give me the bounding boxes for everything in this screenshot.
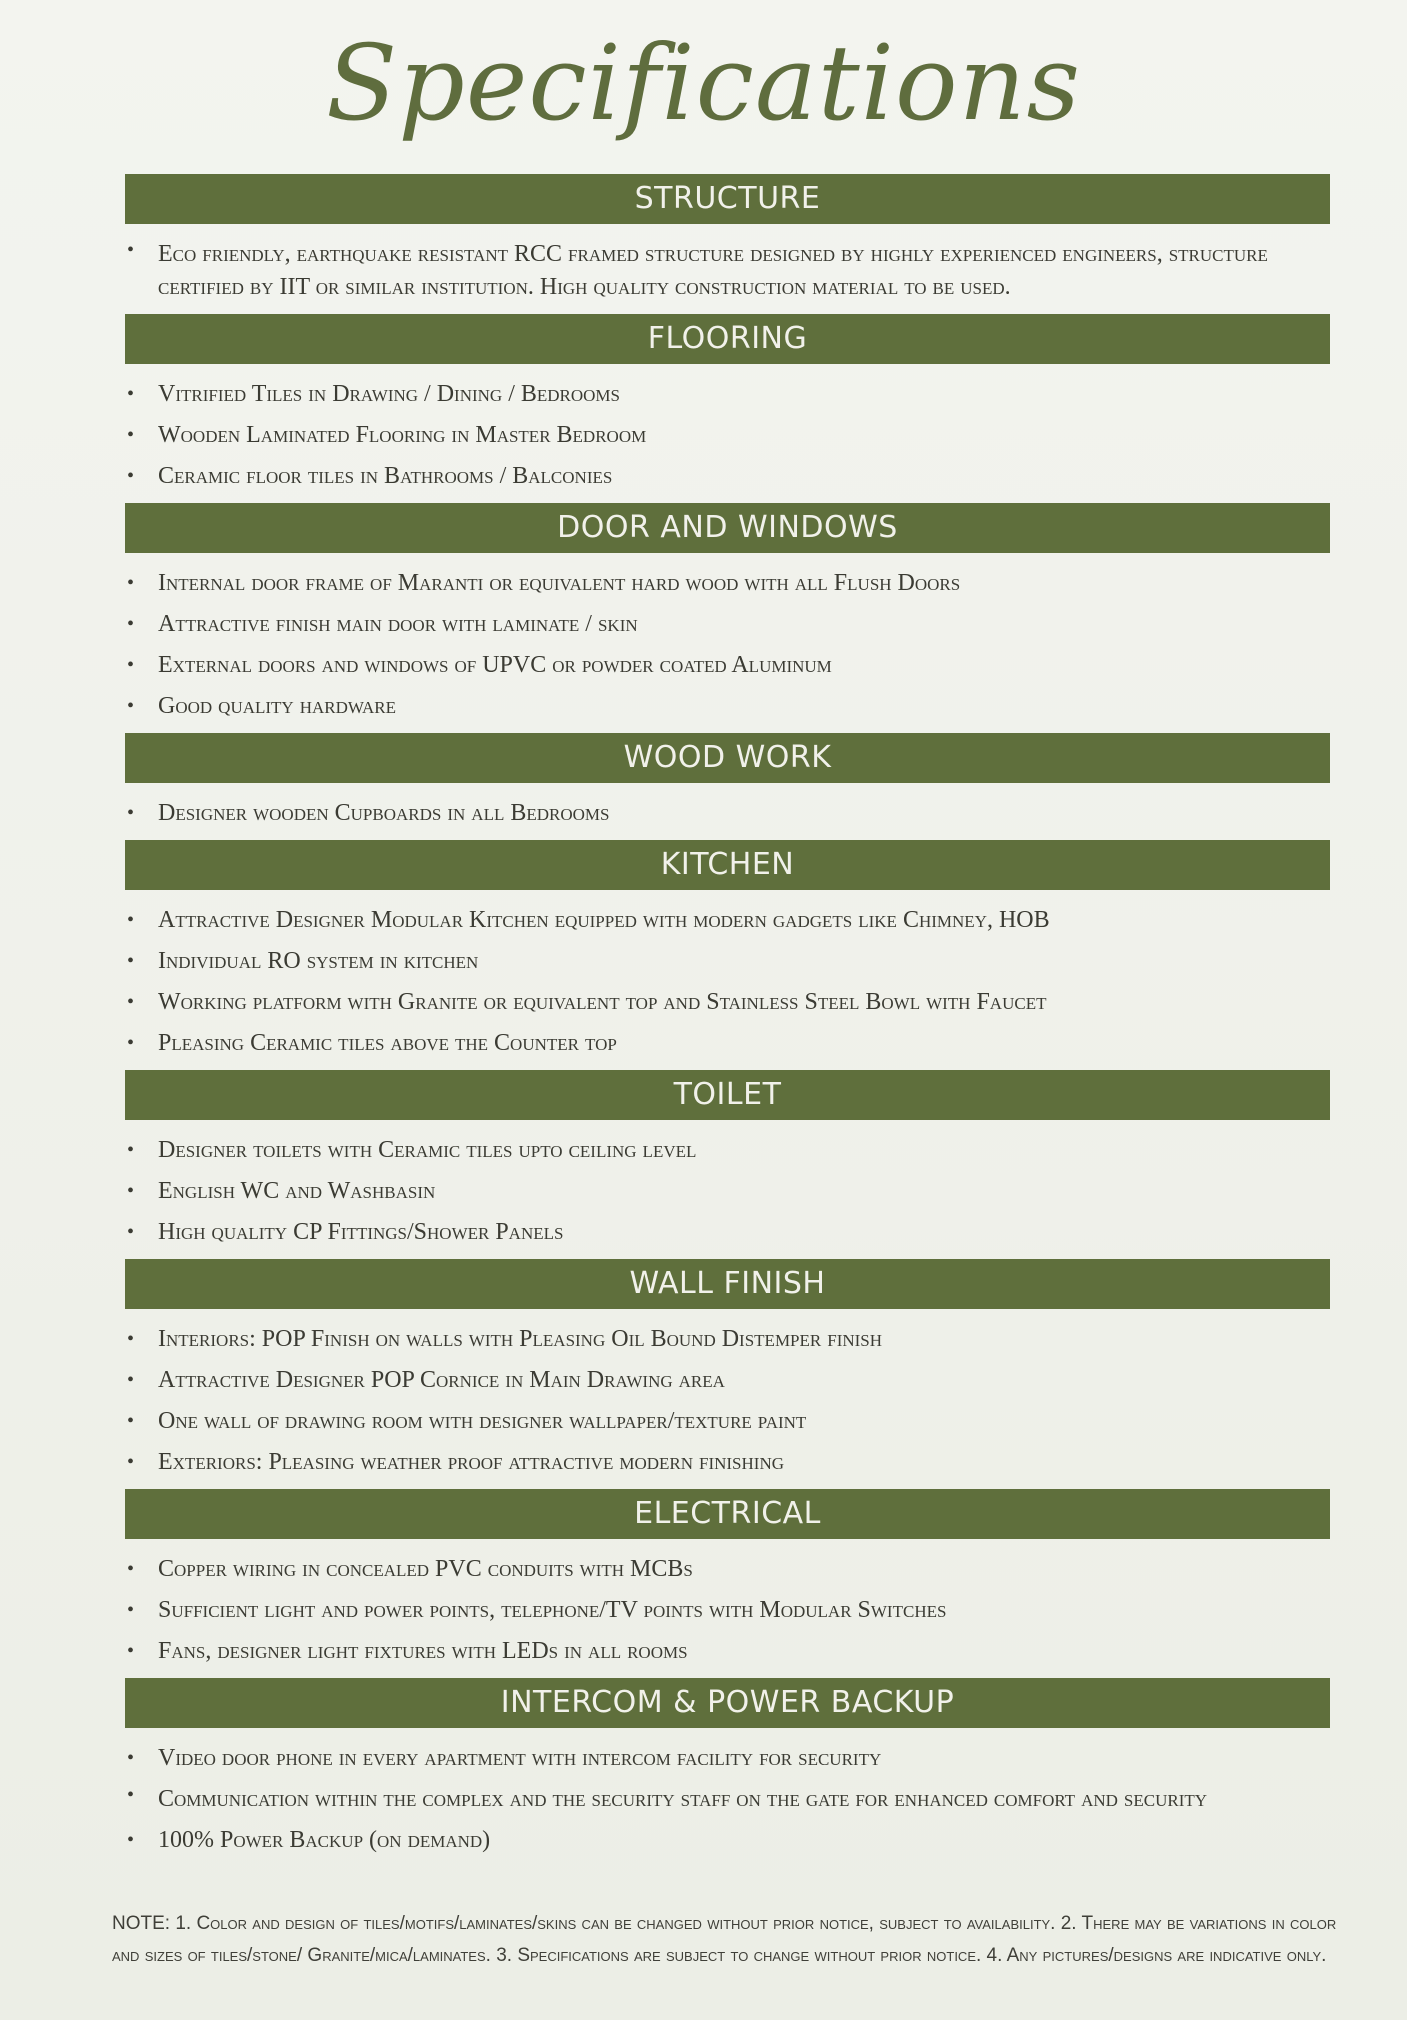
section-wood-work: [125, 733, 1330, 840]
item-list: [125, 890, 1330, 1070]
list-item: • Internal door frame of Maranti or equivalent hard wood with all Flush Doors: [125, 563, 1330, 604]
item-list: [125, 224, 1330, 314]
list-item: • Fans, designer light fixtures with LEDs in all rooms: [125, 1631, 1330, 1672]
section-heading: STRUCTURE: [125, 174, 1330, 224]
list-item: • Eco friendly, earthquake resistant RCC framed structure designed by highly experienced engineers, structure certified by IIT or similar institution. High quality construction material to be used.: [125, 234, 1330, 308]
item-list: [125, 783, 1330, 840]
list-item: • High quality CP Fittings/Shower Panels: [125, 1212, 1330, 1253]
section-heading: INTERCOM & POWER BACKUP: [125, 1678, 1330, 1728]
section-heading: TOILET: [125, 1070, 1330, 1120]
list-item: • Pleasing Ceramic tiles above the Counter top: [125, 1023, 1330, 1064]
section-wall-finish: [125, 1259, 1330, 1489]
section-heading: ELECTRICAL: [125, 1489, 1330, 1539]
item-list: [125, 364, 1330, 503]
section-heading: FLOORING: [125, 314, 1330, 364]
list-item: • Interiors: POP Finish on walls with Pleasing Oil Bound Distemper finish: [125, 1319, 1330, 1360]
specifications-list: [125, 174, 1330, 1867]
section-electrical: [125, 1489, 1330, 1678]
list-item: • External doors and windows of UPVC or powder coated Aluminum: [125, 645, 1330, 686]
section-structure: [125, 174, 1330, 314]
section-kitchen: [125, 840, 1330, 1070]
list-item: • Copper wiring in concealed PVC conduits with MCBs: [125, 1549, 1330, 1590]
item-list: [125, 553, 1330, 733]
footnote: NOTE: 1. Color and design of tiles/motifs/laminates/skins can be changed without prior notice, subject to availability. 2. There may be variations in color and sizes of tiles/stone/ Granite/mica/laminates. 3. Specifications are subject to change without prior notice. 4. Any pictures/designs are indicative only.: [112, 1913, 1337, 1966]
list-item: • Sufficient light and power points, telephone/TV points with Modular Switches: [125, 1590, 1330, 1631]
list-item: • Designer wooden Cupboards in all Bedrooms: [125, 793, 1330, 834]
list-item: • English WC and Washbasin: [125, 1171, 1330, 1212]
section-door-and-windows: [125, 503, 1330, 733]
section-intercom-power-backup: [125, 1678, 1330, 1867]
item-list: [125, 1309, 1330, 1489]
page-title: Specifications: [326, 22, 1081, 144]
list-item: • Wooden Laminated Flooring in Master Bedroom: [125, 415, 1330, 456]
section-flooring: [125, 314, 1330, 503]
item-list: [125, 1120, 1330, 1259]
list-item: • Communication within the complex and the security staff on the gate for enhanced comfort and security: [125, 1779, 1330, 1820]
list-item: • Attractive Designer Modular Kitchen equipped with modern gadgets like Chimney, HOB: [125, 900, 1330, 941]
list-item: • One wall of drawing room with designer wallpaper/texture paint: [125, 1401, 1330, 1442]
item-list: [125, 1728, 1330, 1867]
list-item: • Vitrified Tiles in Drawing / Dining / Bedrooms: [125, 374, 1330, 415]
list-item: • Designer toilets with Ceramic tiles upto ceiling level: [125, 1130, 1330, 1171]
section-heading: WALL FINISH: [125, 1259, 1330, 1309]
section-heading: DOOR AND WINDOWS: [125, 503, 1330, 553]
list-item: • Good quality hardware: [125, 686, 1330, 727]
section-heading: KITCHEN: [125, 840, 1330, 890]
section-heading: WOOD WORK: [125, 733, 1330, 783]
list-item: • 100% Power Backup (on demand): [125, 1820, 1330, 1861]
list-item: • Video door phone in every apartment with intercom facility for security: [125, 1738, 1330, 1779]
section-toilet: [125, 1070, 1330, 1259]
list-item: • Ceramic floor tiles in Bathrooms / Balconies: [125, 456, 1330, 497]
list-item: • Attractive Designer POP Cornice in Main Drawing area: [125, 1360, 1330, 1401]
list-item: • Individual RO system in kitchen: [125, 941, 1330, 982]
list-item: • Exteriors: Pleasing weather proof attractive modern finishing: [125, 1442, 1330, 1483]
list-item: • Working platform with Granite or equivalent top and Stainless Steel Bowl with Faucet: [125, 982, 1330, 1023]
list-item: • Attractive finish main door with laminate / skin: [125, 604, 1330, 645]
item-list: [125, 1539, 1330, 1678]
